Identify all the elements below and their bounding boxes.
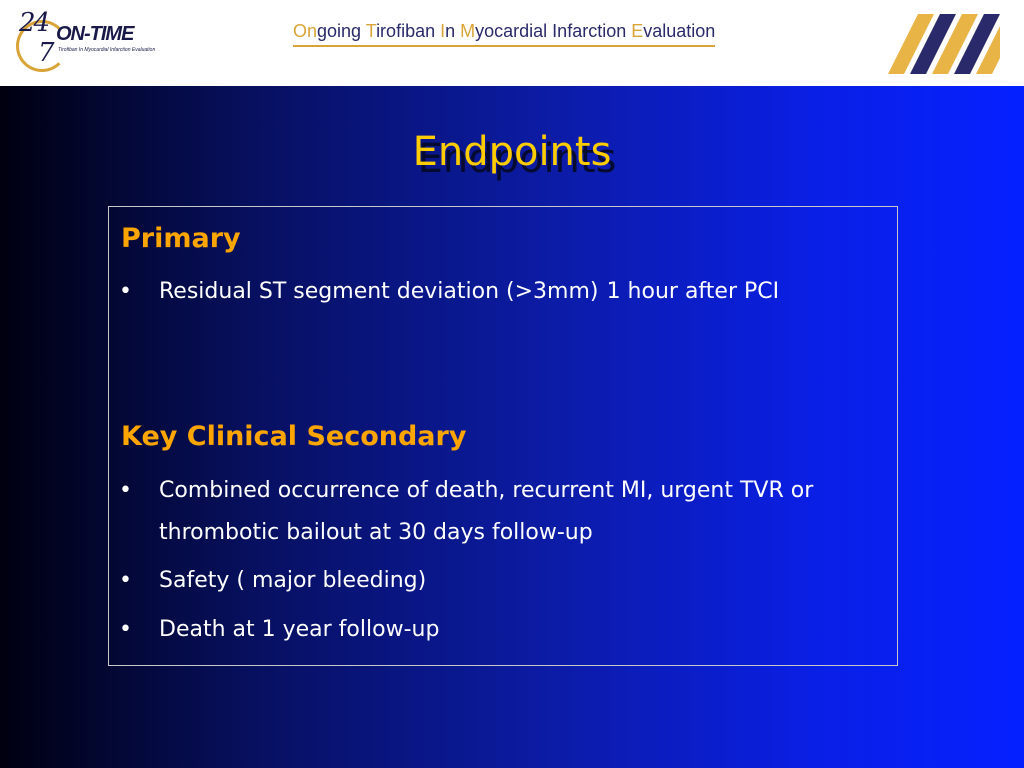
study-title-text: irofiban [376, 21, 441, 41]
logo-number-bottom: 7 [38, 38, 55, 68]
logo-name: ON-TIME [56, 23, 134, 45]
bullet-item [119, 609, 879, 651]
header-band [0, 0, 1024, 86]
study-title-text: going [317, 21, 366, 41]
bullet-icon: • [119, 279, 132, 304]
content-box [108, 206, 898, 666]
bullet-icon: • [119, 568, 132, 593]
stripes-icon [888, 14, 1000, 74]
bullet-item [119, 560, 879, 602]
study-title-initial: T [365, 21, 377, 41]
slide-title: Endpoints [412, 129, 612, 175]
bullet-text: Death at 1 year follow-up [159, 617, 440, 642]
study-title [293, 20, 715, 47]
study-title-initial: I [440, 21, 446, 41]
study-title-text: n [445, 21, 461, 41]
study-title-initial: M [460, 21, 476, 41]
bullet-icon: • [119, 617, 132, 642]
logo-subtitle: Tirofiban In Myocardial Infarction Evaluation [58, 47, 156, 53]
section-heading-primary: Primary [121, 223, 241, 254]
study-title-text: yocardial Infarction [475, 21, 632, 41]
bullet-item [119, 470, 879, 554]
bullet-text: Safety ( major bleeding) [159, 568, 427, 593]
bullet-text: Combined occurrence of death, recurrent MI, urgent TVR or thrombotic bailout at 30 days follow-up [159, 478, 828, 545]
logo-number-top: 24 [19, 8, 49, 38]
bullet-item [119, 271, 879, 313]
bullet-text: Residual ST segment deviation (>3mm) 1 hour after PCI [159, 279, 780, 304]
study-title-text: valuation [643, 21, 716, 41]
study-title-initial: E [631, 21, 644, 41]
bullet-icon: • [119, 478, 132, 503]
study-title-initial: On [293, 21, 318, 41]
on-time-logo [16, 10, 156, 78]
section-heading-secondary: Key Clinical Secondary [121, 421, 467, 452]
